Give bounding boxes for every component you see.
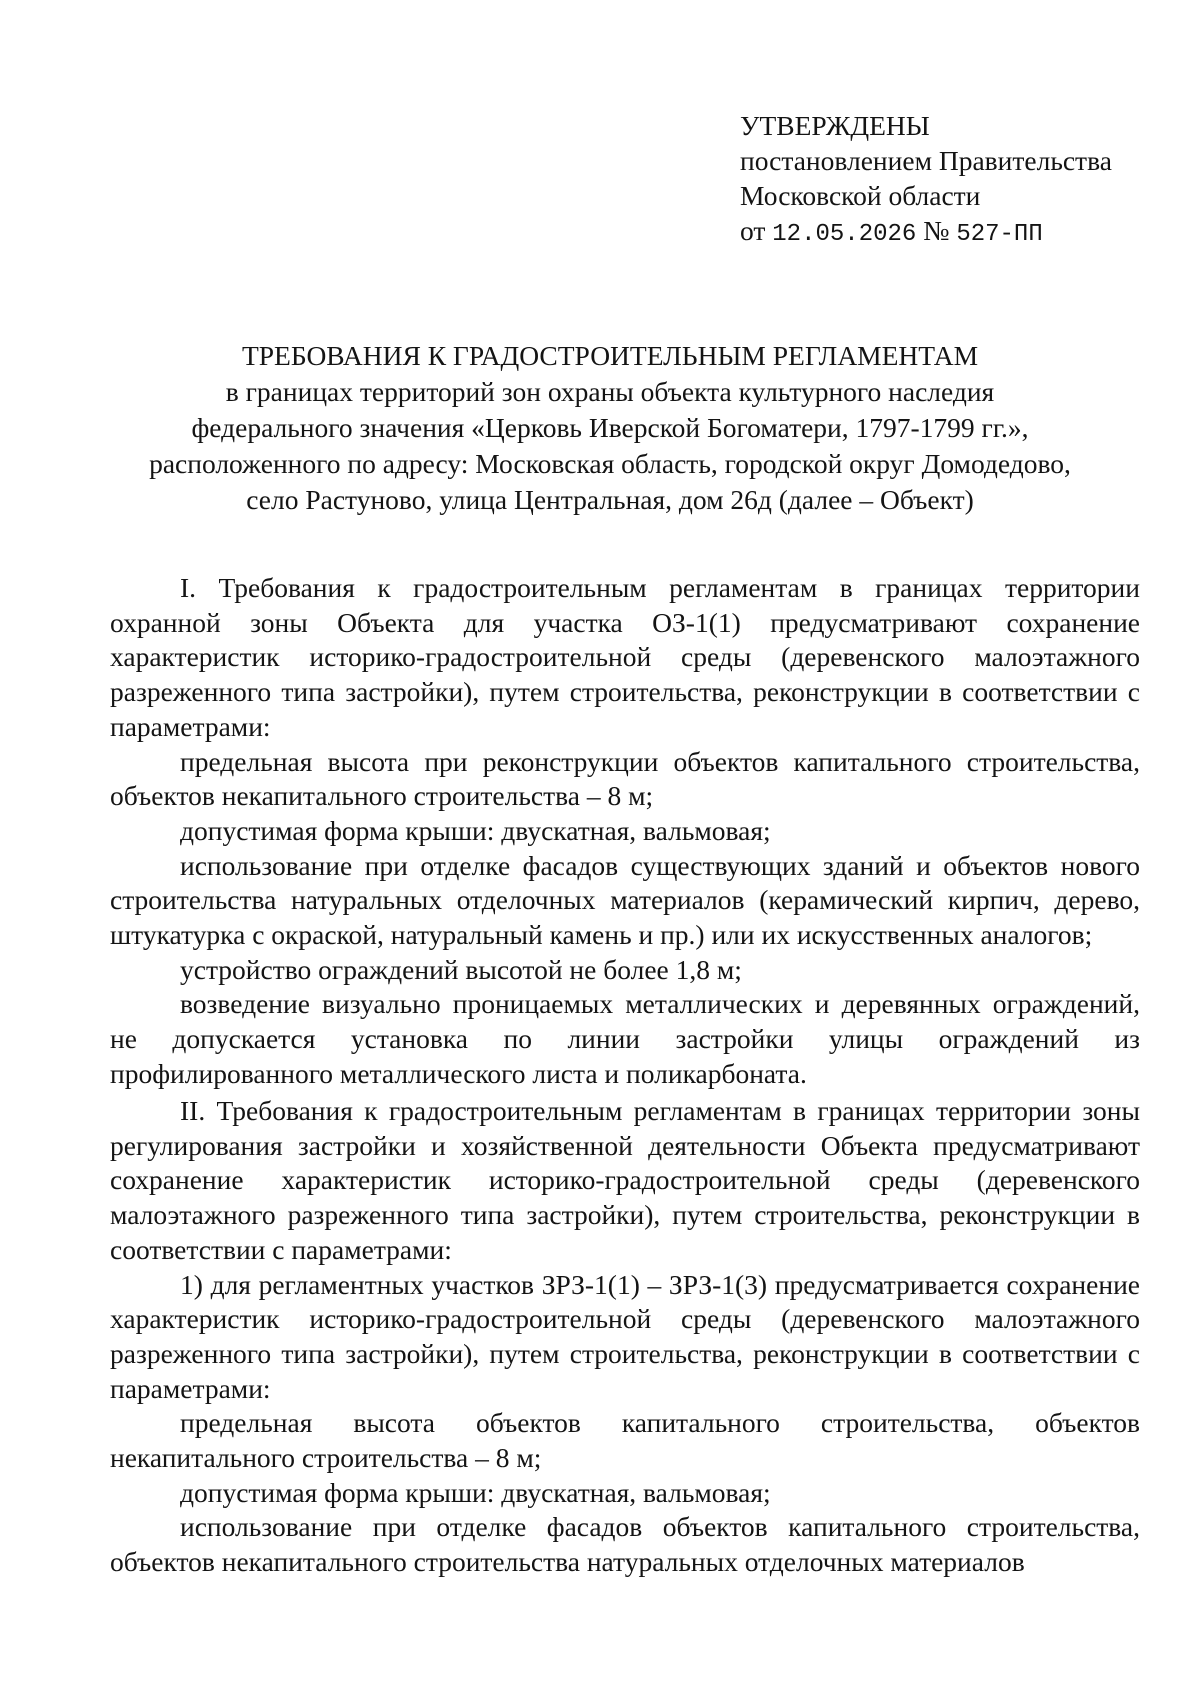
title-line-5: село Растуново, улица Центральная, дом 26д (далее – Объект): [246, 484, 974, 515]
section-2-paragraph-3: допустимая форма крыши: двускатная, вальмовая;: [180, 1476, 771, 1508]
approval-line-2: Московской области: [740, 180, 981, 211]
approval-number-sign: №: [923, 215, 950, 246]
section-1-paragraph-1: предельная высота при реконструкции объектов капитального строительства, объектов некапитального строительства – 8 м;: [110, 745, 1140, 812]
approval-number: 527-ПП: [956, 221, 1043, 248]
section-1: [110, 571, 1140, 1092]
section-1-paragraph-3: использование при отделке фасадов существующих зданий и объектов нового строительства натуральных отделочных материалов (керамический кирпич, дерево, штукатурка с окраской, натуральный камень и пр.) или их искусственных аналогов;: [110, 849, 1140, 951]
title-line-3: федерального значения «Церковь Иверской Богоматери, 1797-1799 гг.»,: [191, 412, 1029, 443]
section-1-intro: I. Требования к градостроительным регламентам в границах территории охранной зоны Объекта для участка ОЗ-1(1) предусматривают сохранение характеристик историко-градостроительной среды (деревенского малоэтажного разреженного типа застройки), путем строительства, реконструкции в соответствии с параметрами:: [110, 572, 1140, 742]
document-title: [110, 338, 1110, 518]
approval-line-1: постановлением Правительства: [740, 145, 1112, 176]
section-1-paragraph-5: возведение визуально проницаемых металлических и деревянных ограждений, не допускается установка по линии застройки улицы ограждений из профилированного металлического листа и поликарбоната.: [110, 988, 1140, 1089]
approval-date-prefix: от: [740, 215, 766, 246]
approval-title: УТВЕРЖДЕНЫ: [740, 110, 930, 141]
section-2-paragraph-4: использование при отделке фасадов объектов капитального строительства, объектов некапитального строительства натуральных отделочных материалов: [110, 1511, 1140, 1578]
section-2: [110, 1094, 1140, 1580]
approval-block: [740, 108, 1170, 252]
title-line-1: ТРЕБОВАНИЯ К ГРАДОСТРОИТЕЛЬНЫМ РЕГЛАМЕНТАМ: [241, 340, 979, 371]
section-2-intro: II. Требования к градостроительным регламентам в границах территории зоны регулирования застройки и хозяйственной деятельности Объекта предусматривают сохранение характеристик историко-градостроительной среды (деревенского малоэтажного разреженного типа застройки), путем строительства, реконструкции в соответствии с параметрами:: [110, 1095, 1140, 1265]
approval-date: 12.05.2026: [772, 221, 917, 248]
section-2-paragraph-2: предельная высота объектов капитального строительства, объектов некапитального строительства – 8 м;: [110, 1407, 1140, 1474]
section-2-paragraph-1: 1) для регламентных участков ЗРЗ-1(1) – ЗРЗ-1(3) предусматривается сохранение характеристик историко-градостроительной среды (деревенского малоэтажного разреженного типа застройки), путем строительства, реконструкции в соответствии с параметрами:: [110, 1268, 1140, 1404]
approval-date-line: [740, 213, 1170, 252]
section-1-paragraph-4: устройство ограждений высотой не более 1,8 м;: [180, 953, 742, 985]
title-line-2: в границах территорий зон охраны объекта культурного наследия: [225, 376, 995, 407]
title-line-4: расположенного по адресу: Московская область, городской округ Домодедово,: [149, 448, 1071, 479]
section-1-paragraph-2: допустимая форма крыши: двускатная, вальмовая;: [180, 814, 771, 846]
